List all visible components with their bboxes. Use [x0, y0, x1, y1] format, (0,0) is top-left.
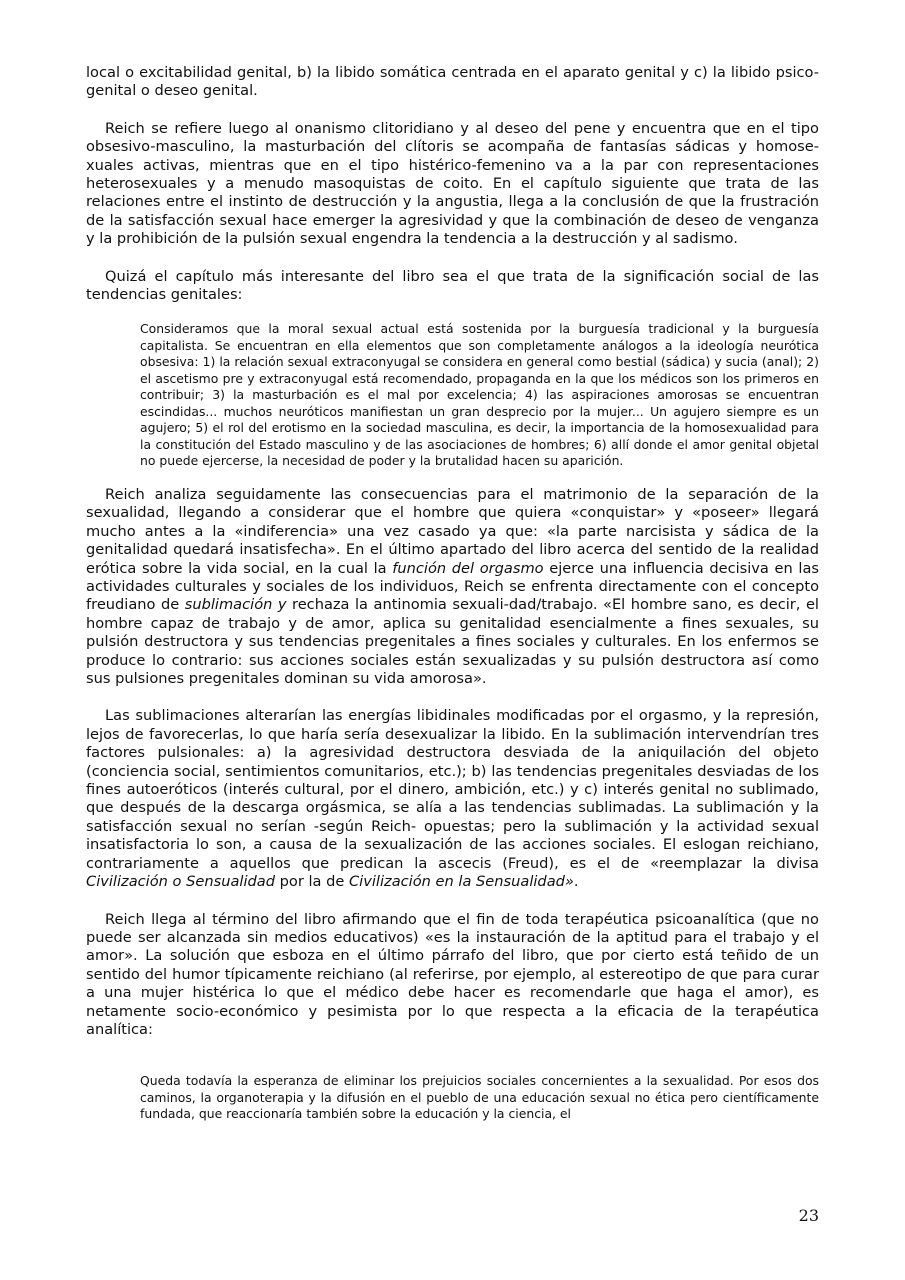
italic-term: función del orgasmo: [392, 559, 544, 577]
paragraph-6: Reich llega al término del libro afirmando que el fin de toda terapéutica psicoanalítica (que no puede ser alcanzada sin medios educativos) «es la instauración de la aptitud para el trabajo y el amor». La solución que esboza en el último párrafo del libro, que por cierto está teñido de un sentido del humor típicamente reichiano (al referirse, por ejemplo, al estereotipo de que para curar a una mujer histérica lo que el médico debe hacer es recomendarle que haga el amor), es netamente socio-económico y pesimista por lo que respecta a la eficacia de la terapéutica analítica:: [86, 910, 819, 1038]
paragraph-1: local o excitabilidad genital, b) la libido somática centrada en el aparato genital y c) la libido psico-genital o deseo genital.: [86, 64, 819, 100]
paragraph-5-text-a: Las sublimaciones alterarían las energías libidinales modificadas por el orgasmo, y la represión, lejos de favorecerlas, lo que haría sería desexualizar la libido. En la sublimación intervendrían tres factores pulsionales: a) la agresividad destructora desviada de la aniquilación del objeto (conciencia social, sentimientos comunitarios, etc.); b) las tendencias pregenitales desviadas de los fines autoeróticos (interés cultural, por el dinero, ambición, etc.) y c) interés genital no sublimado, que después de la descarga orgásmica, se alía a las tendencias sublimadas. La sublimación y la satisfacción sexual no serían -según Reich- opuestas; pero la sublimación y la actividad sexual insatisfactoria lo son, a causa de la sexualización de las acciones sociales. El eslogan reichiano, contrariamente a aquellos que predican la ascecis (Freud), es el de «reemplazar la divisa: [86, 707, 819, 872]
paragraph-5-text-b: por la de: [274, 873, 349, 891]
paragraph-5: [86, 707, 819, 891]
paragraph-4-text-b: ejerce una influencia decisiva en las actividades culturales y sociales de los individuos, Reich se enfrenta directamente con el concepto freudiano de: [86, 559, 819, 614]
paragraph-4-text-a: Reich analiza seguidamente las consecuencias para el matrimonio de la separación de la sexualidad, llegando a considerar que el hombre que quiera «conquistar» y «poseer» llegará mucho antes a la «indiferencia» una vez casado ya que: «la parte narcisista y sádica de la genitalidad quedará insatisfecha». En el último apartado del libro acerca del sentido de la realidad erótica sobre la vida social, en la cual la: [86, 485, 819, 577]
block-quote-2: Queda todavía la esperanza de eliminar los prejuicios sociales concernientes a la sexualidad. Por esos dos caminos, la organoterapia y la difusión en el pueblo de una educación sexual no ética pero científicamente fundada, que reaccionaría también sobre la educación y la ciencia, el: [140, 1073, 819, 1122]
page-number: 23: [798, 1206, 819, 1225]
italic-term: Civilización o Sensualidad: [86, 873, 275, 891]
paragraph-3: Quizá el capítulo más interesante del libro sea el que trata de la significación social de las tendencias genitales:: [86, 267, 819, 304]
document-page: [86, 64, 819, 1139]
italic-term: Civilización en la Sensualidad»: [348, 873, 574, 891]
paragraph-2: Reich se refiere luego al onanismo clitoridiano y al deseo del pene y encuentra que en el tipo obsesivo-masculino, la masturbación del clítoris se acompaña de fantasías sádicas y homose-xuales activas, mientras que en el tipo histérico-femenino va a la par con representaciones heterosexuales y a menudo masoquistas de coito. En el capítulo siguiente que trata de las relaciones entre el instinto de destrucción y la angustia, llega a la conclusión de que la frustración de la satisfacción sexual hace emerger la agresividad y que la combinación de deseo de venganza y la prohibición de la pulsión sexual engendra la tendencia a la destrucción y al sadismo.: [86, 119, 819, 248]
italic-term: sublimación y: [184, 596, 287, 614]
block-quote-1: Consideramos que la moral sexual actual está sostenida por la burguesía tradicional y la burguesía capitalista. Se encuentran en ella elementos que son completamente análogos a la ideología neurótica obsesiva: 1) la relación sexual extraconyugal se considera en general como bestial (sádica) y sucia (anal); 2) el ascetismo pre y extraconyugal está recomendado, propaganda en la que los médicos son los primeros en contribuir; 3) la masturbación es el mal por excelencia; 4) las aspiraciones amorosas se encuentran escindidas... muchos neuróticos manifiestan un gran desprecio por la mujer... Un agujero siempre es un agujero; 5) el rol del erotismo en la sociedad masculina, es decir, la importancia de la homosexualidad para la constitución del Estado masculino y de las asociaciones de hombres; 6) allí donde el amor genital objetal no puede ejercerse, la necesidad de poder y la brutalidad hacen su aparición.: [140, 321, 819, 469]
paragraph-4-text-c: rechaza la antinomia sexuali-dad/trabajo. «El hombre sano, es decir, el hombre capaz de trabajo y de amor, aplica su genitalidad esencialmente a fines sexuales, su pulsión destructora y sus tendencias pregenitales a fines sociales y culturales. En los enfermos se produce lo contrario: sus acciones sociales están sexualizadas y su pulsión destructora así como sus pulsiones pregenitales dominan su vida amorosa».: [86, 596, 819, 688]
paragraph-5-text-c: .: [573, 873, 579, 891]
paragraph-4: [86, 486, 819, 688]
